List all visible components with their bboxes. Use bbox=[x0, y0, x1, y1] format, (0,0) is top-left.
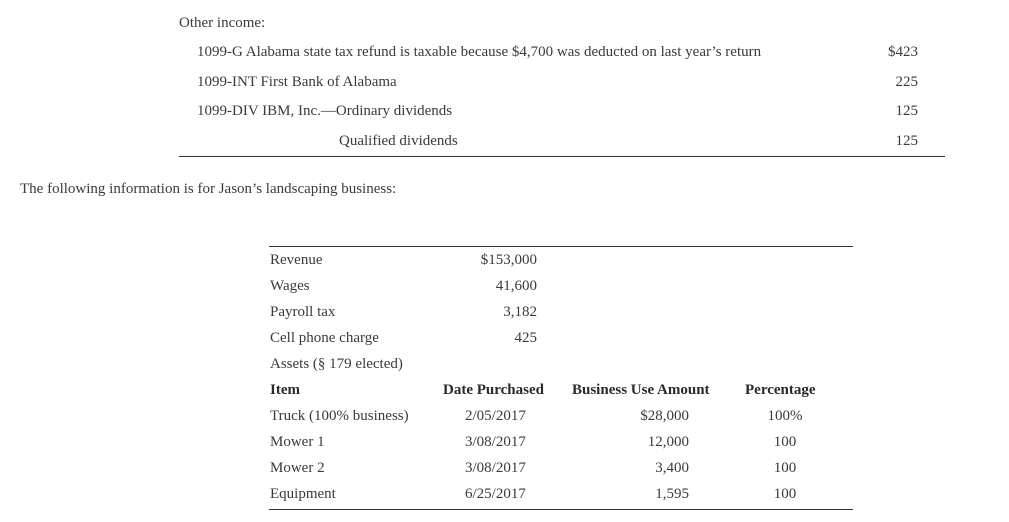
summary-value: 425 bbox=[514, 330, 537, 346]
asset-date: 6/25/2017 bbox=[465, 486, 526, 502]
income-row-amount: 225 bbox=[895, 74, 918, 90]
asset-date: 2/05/2017 bbox=[465, 408, 526, 424]
income-row-label: 1099-DIV IBM, Inc.—Ordinary dividends bbox=[197, 103, 453, 119]
business-table-bottom-rule bbox=[269, 509, 853, 510]
summary-label: Revenue bbox=[270, 252, 323, 268]
summary-label: Payroll tax bbox=[270, 304, 336, 320]
asset-amount: 3,400 bbox=[655, 460, 689, 476]
assets-header-date: Date Purchased bbox=[443, 382, 544, 398]
asset-amount: 12,000 bbox=[647, 434, 689, 450]
asset-percentage: 100% bbox=[767, 408, 803, 424]
income-row-label: 1099-G Alabama state tax refund is taxable because $4,700 was deducted on last year’s return bbox=[197, 44, 762, 60]
assets-header-amount: Business Use Amount bbox=[572, 382, 710, 398]
summary-label: Cell phone charge bbox=[270, 330, 379, 346]
assets-header-percentage: Percentage bbox=[745, 382, 816, 398]
summary-value: $153,000 bbox=[480, 252, 537, 268]
income-row-label: Qualified dividends bbox=[339, 133, 458, 149]
income-row-amount: 125 bbox=[895, 133, 918, 149]
asset-percentage: 100 bbox=[773, 460, 797, 476]
income-row-amount: $423 bbox=[888, 44, 918, 60]
asset-percentage: 100 bbox=[773, 486, 797, 502]
asset-amount: $28,000 bbox=[640, 408, 689, 424]
business-intro-text: The following information is for Jason’s landscaping business: bbox=[20, 181, 397, 197]
asset-item: Mower 2 bbox=[270, 460, 325, 476]
summary-label: Wages bbox=[270, 278, 310, 294]
assets-header-item: Item bbox=[270, 382, 300, 398]
asset-item: Mower 1 bbox=[270, 434, 325, 450]
other-income-heading: Other income: bbox=[179, 15, 266, 31]
business-table-top-rule bbox=[269, 246, 853, 247]
other-income-bottom-rule bbox=[179, 156, 945, 157]
asset-date: 3/08/2017 bbox=[465, 434, 526, 450]
income-row-label: 1099-INT First Bank of Alabama bbox=[197, 74, 397, 90]
asset-item: Equipment bbox=[270, 486, 336, 502]
asset-date: 3/08/2017 bbox=[465, 460, 526, 476]
income-row-amount: 125 bbox=[895, 103, 918, 119]
summary-value: 3,182 bbox=[503, 304, 537, 320]
asset-amount: 1,595 bbox=[655, 486, 689, 502]
asset-item: Truck (100% business) bbox=[270, 408, 409, 424]
summary-value: 41,600 bbox=[495, 278, 537, 294]
asset-percentage: 100 bbox=[773, 434, 797, 450]
summary-label: Assets (§ 179 elected) bbox=[270, 356, 403, 372]
